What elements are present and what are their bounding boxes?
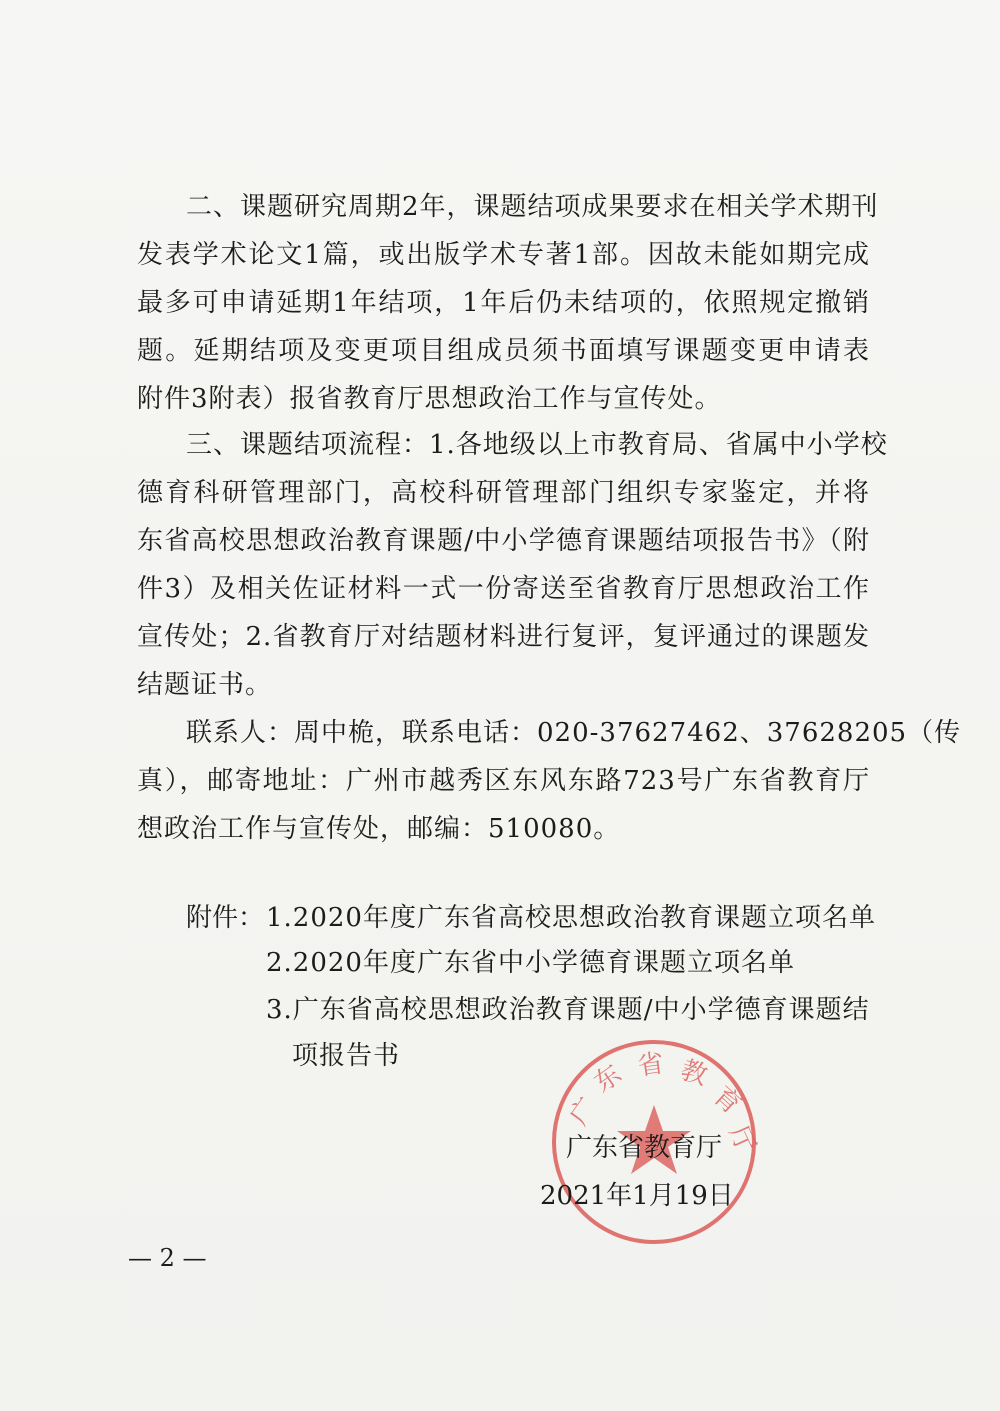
svg-text:教: 教 (676, 1055, 711, 1092)
para3-line-3: 东省高校思想政治教育课题/中小学德育课题结项报告书》（附 (137, 526, 870, 556)
para3-line-5: 宣传处；2.省教育厅对结题材料进行复评，复评通过的课题发 (137, 622, 870, 652)
page-number: — 2 — (128, 1244, 207, 1272)
signature-org: 广东省教育厅 (566, 1133, 723, 1163)
para3-line-4: 件3）及相关佐证材料一式一份寄送至省教育厅思想政治工作 (137, 574, 870, 604)
para2-line-2: 发表学术论文1篇，或出版学术专著1部。因故未能如期完成 (137, 240, 870, 270)
attachments-label: 附件： (186, 903, 265, 933)
contact-line-2: 真），邮寄地址：广州市越秀区东风东路723号广东省教育厅 (137, 766, 870, 796)
attachment-item-1: 1.2020年度广东省高校思想政治教育课题立项名单 (266, 903, 876, 933)
attachment-item-2: 2.2020年度广东省中小学德育课题立项名单 (266, 948, 795, 978)
contact-line-1: 联系人：周中桅，联系电话：020-37627462、37628205（传 (186, 718, 962, 748)
svg-text:省: 省 (635, 1048, 666, 1082)
svg-text:厅: 厅 (722, 1121, 761, 1158)
para2-line-1: 二、课题研究周期2年，课题结项成果要求在相关学术期刊 (186, 192, 879, 222)
contact-line-3: 想政治工作与宣传处，邮编：510080。 (137, 814, 621, 844)
signature-date: 2021年1月19日 (540, 1181, 734, 1211)
para3-line-1: 三、课题结项流程：1.各地级以上市教育局、省属中小学校 (186, 430, 888, 460)
svg-text:东: 东 (588, 1059, 628, 1099)
para3-line-6: 结题证书。 (137, 670, 273, 700)
attachment-item-3-line-1: 3.广东省高校思想政治教育课题/中小学德育课题结 (266, 995, 870, 1025)
svg-text:育: 育 (707, 1080, 747, 1121)
para2-line-5: 附件3附表）报省教育厅思想政治工作与宣传处。 (137, 384, 722, 414)
para2-line-3: 最多可申请延期1年结项，1年后仍未结项的，依照规定撤销 (137, 288, 870, 318)
attachment-item-3-line-2: 项报告书 (292, 1041, 401, 1071)
para2-line-4: 题。延期结项及变更项目组成员须书面填写课题变更申请表 (137, 336, 870, 366)
para3-line-2: 德育科研管理部门，高校科研管理部门组织专家鉴定，并将 (137, 478, 870, 508)
svg-text:广: 广 (564, 1092, 604, 1132)
